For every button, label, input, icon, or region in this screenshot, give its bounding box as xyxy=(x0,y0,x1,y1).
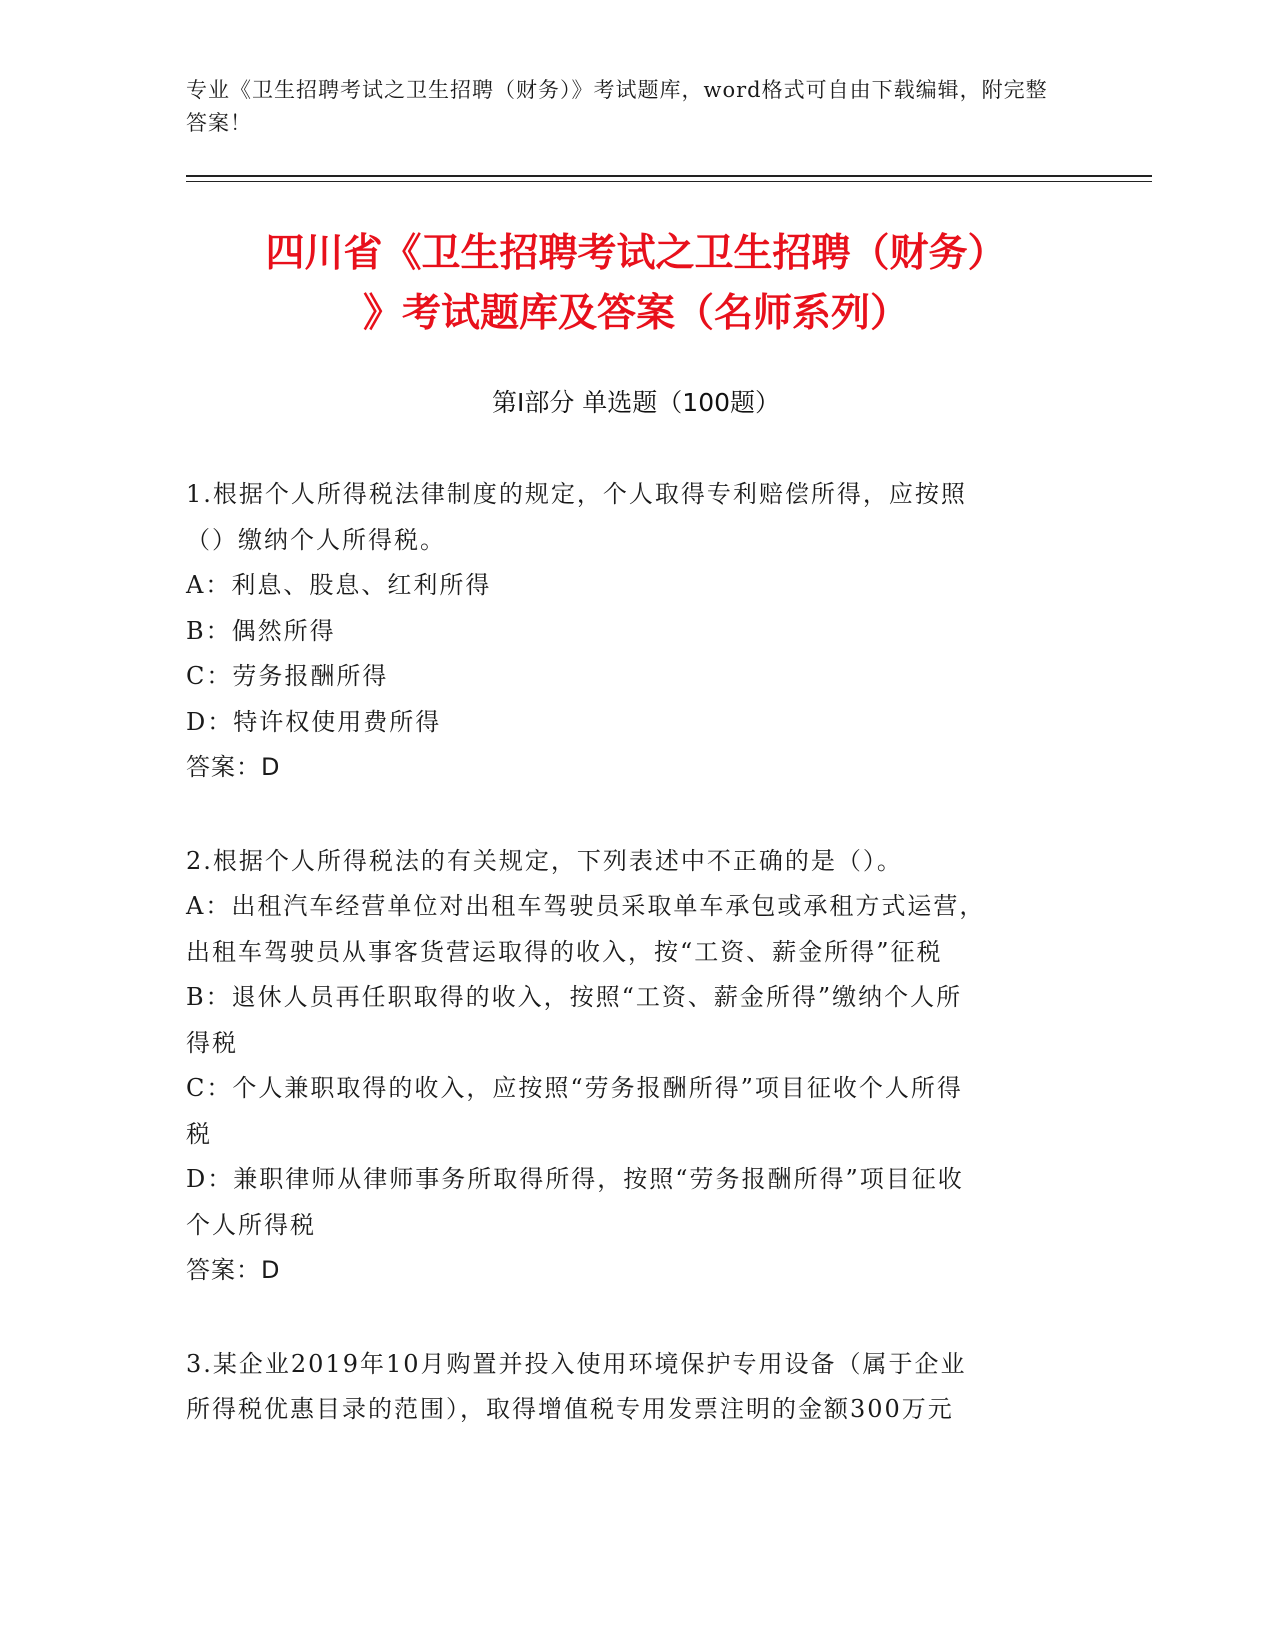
question-1 xyxy=(186,472,1066,791)
question-2 xyxy=(186,839,1066,1294)
option-line: A：出租汽车经营单位对出租车驾驶员采取单车承包或承租方式运营， xyxy=(186,892,986,920)
question-stem-line: 1.根据个人所得税法律制度的规定，个人取得专利赔偿所得，应按照 xyxy=(186,480,967,508)
answer-line: 答案：D xyxy=(186,753,281,781)
question-stem-line: 2.根据个人所得税法的有关规定，下列表述中不正确的是（）。 xyxy=(186,846,903,875)
title-line-2: 》考试题库及答案（名师系列） xyxy=(362,291,909,336)
document-title xyxy=(186,224,1086,344)
option-line: D：特许权使用费所得 xyxy=(186,707,442,736)
option-line: 个人所得税 xyxy=(186,1210,316,1239)
header-note: 专业《卫生招聘考试之卫生招聘（财务）》考试题库，word格式可自由下载编辑，附完整答案！ xyxy=(186,78,1048,135)
option-line: B：退休人员再任职取得的收入，按照“工资、薪金所得”缴纳个人所 xyxy=(186,983,963,1011)
header-rule-thin xyxy=(186,181,1152,182)
option-line: 得税 xyxy=(186,1028,238,1057)
section-title: 第Ⅰ部分 单选题（100题） xyxy=(491,388,781,417)
header-rule-thick xyxy=(186,175,1152,177)
option-line: 税 xyxy=(186,1119,212,1148)
question-stem-line: 所得税优惠目录的范围），取得增值税专用发票注明的金额300万元 xyxy=(186,1395,954,1423)
question-stem-line: （）缴纳个人所得税。 xyxy=(186,525,446,554)
option-line: C：个人兼职取得的收入，应按照“劳务报酬所得”项目征收个人所得 xyxy=(186,1074,963,1102)
option-line: 出租车驾驶员从事客货营运取得的收入，按“工资、薪金所得”征税 xyxy=(186,937,943,966)
option-line: A：利息、股息、红利所得 xyxy=(186,571,492,599)
answer-line: 答案：D xyxy=(186,1256,281,1284)
option-line: D：兼职律师从律师事务所取得所得，按照“劳务报酬所得”项目征收 xyxy=(186,1165,964,1193)
question-stem-line: 3.某企业2019年10月购置并投入使用环境保护专用设备（属于企业 xyxy=(186,1349,967,1378)
title-line-1: 四川省《卫生招聘考试之卫生招聘（财务） xyxy=(265,231,1007,276)
question-list xyxy=(186,472,1066,1481)
option-line: B：偶然所得 xyxy=(186,616,336,645)
question-3 xyxy=(186,1342,1066,1433)
option-line: C：劳务报酬所得 xyxy=(186,662,389,690)
